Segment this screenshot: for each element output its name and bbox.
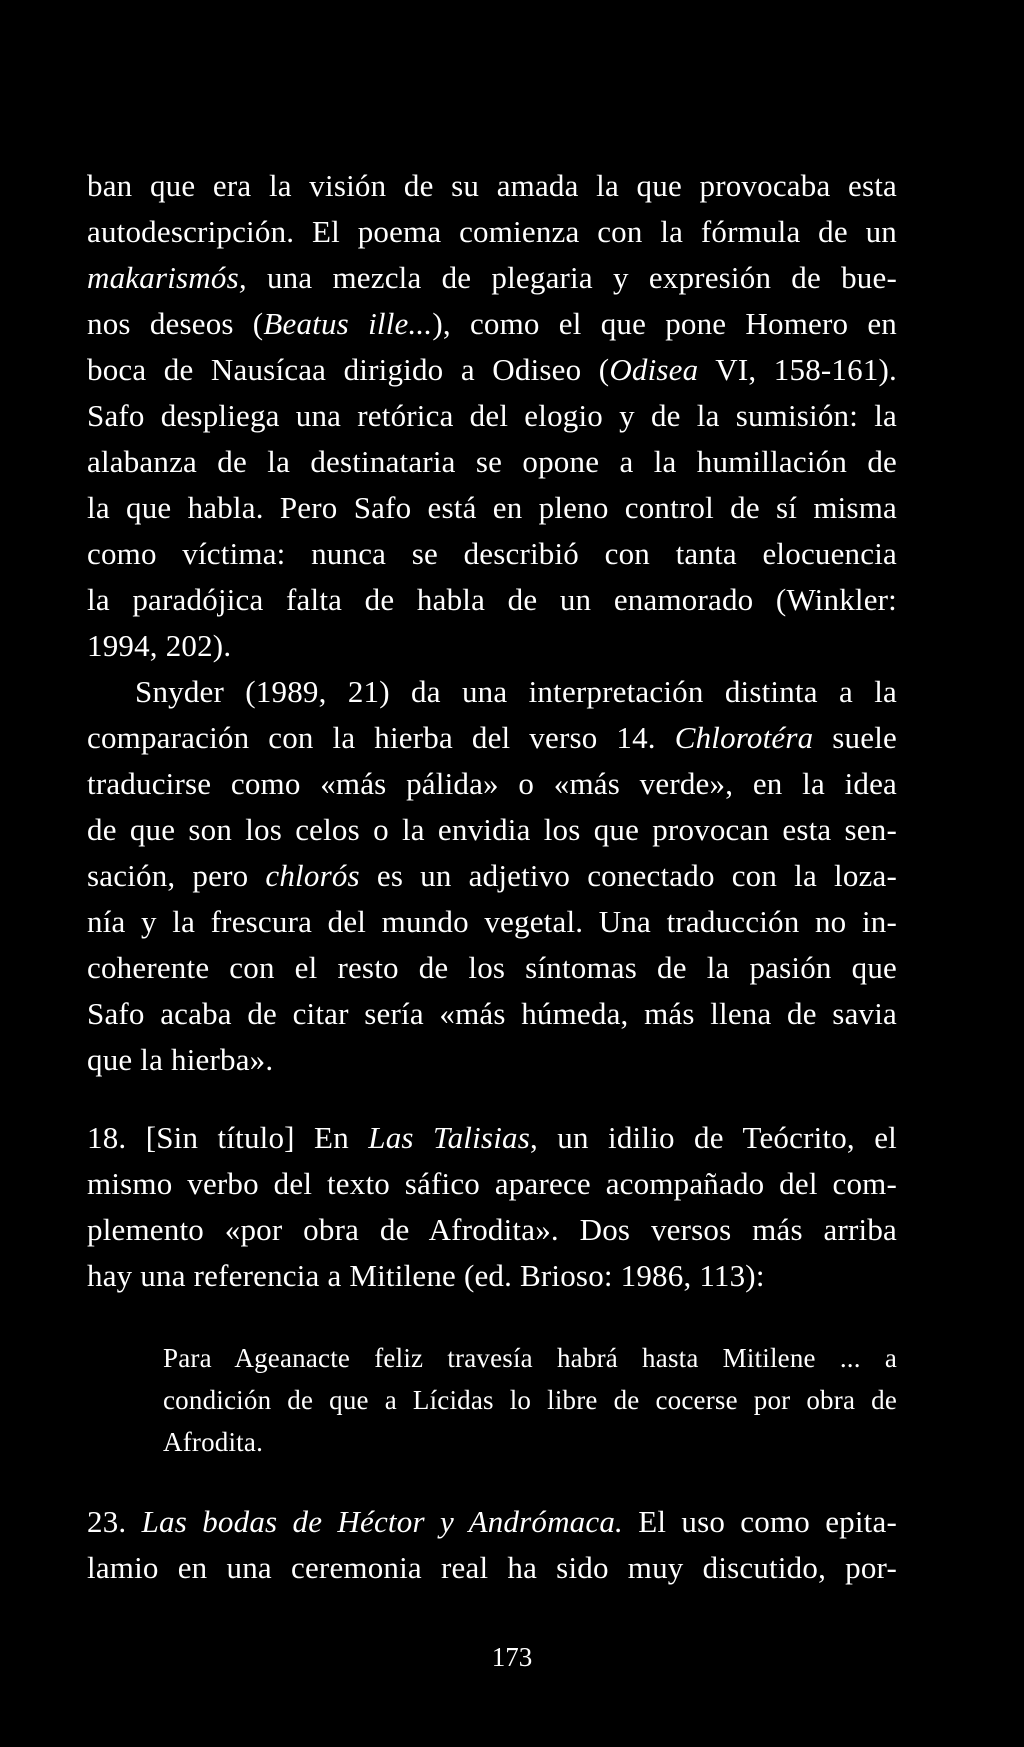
- text-line: [87, 260, 897, 296]
- text-line: la que habla. Pero Safo está en pleno control de sí misma: [87, 490, 897, 525]
- text-line: como víctima: nunca se describió con tanta elocuencia: [87, 536, 897, 571]
- italic-term: makarismós,: [87, 260, 247, 295]
- text-span: VI, 158-161).: [698, 352, 897, 387]
- text-span: 23.: [87, 1504, 142, 1539]
- quote-line: Afrodita.: [163, 1427, 264, 1457]
- text-line: [87, 1120, 897, 1156]
- text-span: comparación con la hierba del verso 14.: [87, 720, 675, 755]
- text-line: Safo acaba de citar sería «más húmeda, más llena de savia: [87, 996, 897, 1031]
- text-span: 18. [Sin título] En: [87, 1120, 369, 1155]
- text-span: ), como el que pone Homero en: [432, 306, 898, 341]
- italic-term: chlorós: [265, 858, 360, 893]
- text-line: Safo despliega una retórica del elogio y de la sumisión: la: [87, 398, 897, 433]
- quote-line: Para Ageanacte feliz travesía habrá hasta Mitilene ... a: [163, 1343, 897, 1373]
- text-line: [87, 352, 897, 388]
- italic-term: Las bodas de Héctor y Andrómaca.: [141, 1504, 623, 1539]
- text-span: suele: [813, 720, 897, 755]
- text-line: que la hierba».: [87, 1042, 274, 1077]
- text-line: ban que era la visión de su amada la que provocaba esta: [87, 168, 897, 203]
- quote-line: condición de que a Lícidas lo libre de cocerse por obra de: [163, 1385, 897, 1415]
- text-span: boca de Nausícaa dirigido a Odiseo (: [87, 352, 610, 387]
- text-line: autodescripción. El poema comienza con la fórmula de un: [87, 214, 897, 249]
- text-line: [87, 1504, 897, 1540]
- text-span: una mezcla de plegaria y expresión de bue-: [246, 260, 897, 295]
- page-number: 173: [491, 1642, 533, 1672]
- text-line: alabanza de la destinataria se opone a la humillación de: [87, 444, 897, 479]
- italic-term: Beatus ille...: [263, 306, 433, 341]
- text-line: [87, 306, 897, 342]
- text-span: sación, pero: [87, 858, 266, 893]
- italic-term: Las Talisias: [368, 1120, 530, 1155]
- text-line: traducirse como «más pálida» o «más verde», en la idea: [87, 766, 897, 801]
- text-line: lamio en una ceremonia real ha sido muy discutido, por-: [87, 1550, 897, 1585]
- text-line: [87, 720, 897, 756]
- italic-term: Odisea: [609, 352, 699, 387]
- text-line: Snyder (1989, 21) da una interpretación distinta a la: [135, 674, 897, 709]
- text-line: hay una referencia a Mitilene (ed. Brioso: 1986, 113):: [87, 1258, 765, 1293]
- text-line: de que son los celos o la envidia los que provocan esta sen-: [87, 812, 897, 847]
- italic-term: Chlorotéra: [674, 720, 814, 755]
- text-span: El uso como epita-: [622, 1504, 897, 1539]
- text-span: , un idilio de Teócrito, el: [529, 1120, 897, 1155]
- text-line: plemento «por obra de Afrodita». Dos versos más arriba: [87, 1212, 897, 1247]
- text-line: mismo verbo del texto sáfico aparece acompañado del com-: [87, 1166, 897, 1201]
- text-line: la paradójica falta de habla de un enamorado (Winkler:: [87, 582, 897, 617]
- text-line: nía y la frescura del mundo vegetal. Una traducción no in-: [87, 904, 897, 939]
- text-line: coherente con el resto de los síntomas de la pasión que: [87, 950, 897, 985]
- text-span: es un adjetivo conectado con la loza-: [359, 858, 897, 893]
- text-line: 1994, 202).: [87, 628, 232, 663]
- text-line: [87, 858, 897, 894]
- text-span: nos deseos (: [87, 306, 264, 341]
